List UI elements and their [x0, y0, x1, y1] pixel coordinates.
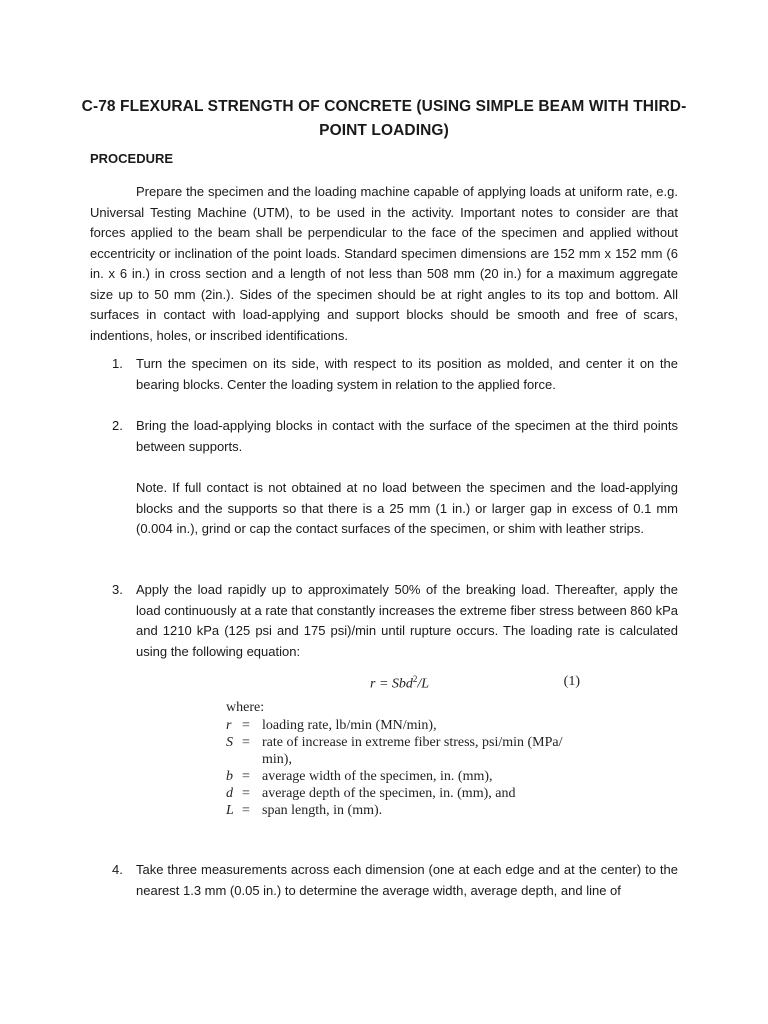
list-item — [90, 354, 678, 395]
definition-symbol: S — [226, 735, 233, 750]
list-text: Take three measurements across each dimension (one at each edge and at the center) to the nearest 1.3 mm (0.05 in.) to determine the average width, average depth, and line of — [136, 862, 678, 898]
equation-definitions — [226, 717, 596, 819]
definition-symbol: d — [226, 786, 233, 801]
equation-where: where: — [226, 700, 265, 715]
definition-text: average width of the specimen, in. (mm), — [262, 769, 493, 784]
list-number: 3. — [112, 582, 123, 597]
section-heading: PROCEDURE — [90, 151, 174, 166]
list-number: 2. — [112, 418, 123, 433]
equation-lhs: r = Sbd — [370, 676, 413, 692]
list-number: 4. — [112, 862, 123, 877]
equation-number: (1) — [563, 674, 580, 689]
definition-row — [226, 785, 596, 802]
definition-symbol: L — [226, 803, 234, 818]
equation-formula — [370, 674, 429, 693]
definition-symbol: r — [226, 718, 232, 733]
equation-figure — [220, 668, 600, 818]
definition-equals: = — [242, 786, 250, 801]
title-line-2: POINT LOADING) — [319, 122, 449, 139]
definition-row — [226, 751, 596, 768]
definition-equals: = — [242, 735, 250, 750]
definition-text: span length, in (mm). — [262, 803, 383, 818]
definition-equals: = — [242, 769, 250, 784]
definition-row — [226, 802, 596, 819]
definition-text: loading rate, lb/min (MN/min), — [262, 718, 437, 733]
definition-text: rate of increase in extreme fiber stress, psi/min (MPa/ — [262, 735, 563, 750]
definition-text: average depth of the specimen, in. (mm), and — [262, 786, 516, 801]
definition-row — [226, 768, 596, 785]
list-text: Bring the load-applying blocks in contact with the surface of the specimen at the third points between supports. — [136, 418, 678, 454]
definition-symbol: b — [226, 769, 233, 784]
equation-rhs: /L — [417, 676, 430, 692]
list-item — [90, 416, 678, 457]
list-item — [90, 860, 678, 901]
equation-exponent: 2 — [412, 674, 418, 684]
intro-paragraph: Prepare the specimen and the loading machine capable of applying loads at uniform rate, e.g. Universal Testing Machine (UTM), to be used in the activity. Important notes to consider are that forces applied to the beam shall be perpendicular to the face of the specimen and applied without eccentricity or inclination of the point loads. Standard specimen dimensions are 152 mm x 152 mm (6 in. x 6 in.) in cross section and a length of not less than 508 mm (20 in.) for a maximum aggregate size up to 50 mm (2in.). Sides of the specimen should be at right angles to its top and bottom. All surfaces in contact with load-applying and support blocks should be smooth and free of scars, indentions, holes, or inscribed identifications. — [90, 184, 678, 343]
list-item — [90, 580, 678, 662]
list-text: Apply the load rapidly up to approximately 50% of the breaking load. Thereafter, apply the load continuously at a rate that constantly increases the extreme fiber stress between 860 kPa and 1210 kPa (125 psi and 175 psi)/min until rupture occurs. The loading rate is calculated using the following equation: — [136, 582, 678, 659]
list-text: Turn the specimen on its side, with respect to its position as molded, and center it on the bearing blocks. Center the loading system in relation to the applied force. — [136, 356, 678, 392]
definition-row — [226, 734, 596, 751]
definition-row — [226, 717, 596, 734]
list-number: 1. — [112, 356, 123, 371]
document-title — [80, 95, 688, 143]
title-line-1: C-78 FLEXURAL STRENGTH OF CONCRETE (USING SIMPLE BEAM WITH THIRD- — [81, 98, 687, 115]
definition-text: min), — [262, 752, 292, 767]
note-paragraph: Note. If full contact is not obtained at no load between the specimen and the load-applying blocks and the supports so that there is a 25 mm (1 in.) or larger gap in excess of 0.1 mm (0.004 in.), grind or cap the contact surfaces of the specimen, or shim with leather strips. — [136, 480, 678, 536]
definition-equals: = — [242, 718, 250, 733]
definition-equals: = — [242, 803, 250, 818]
